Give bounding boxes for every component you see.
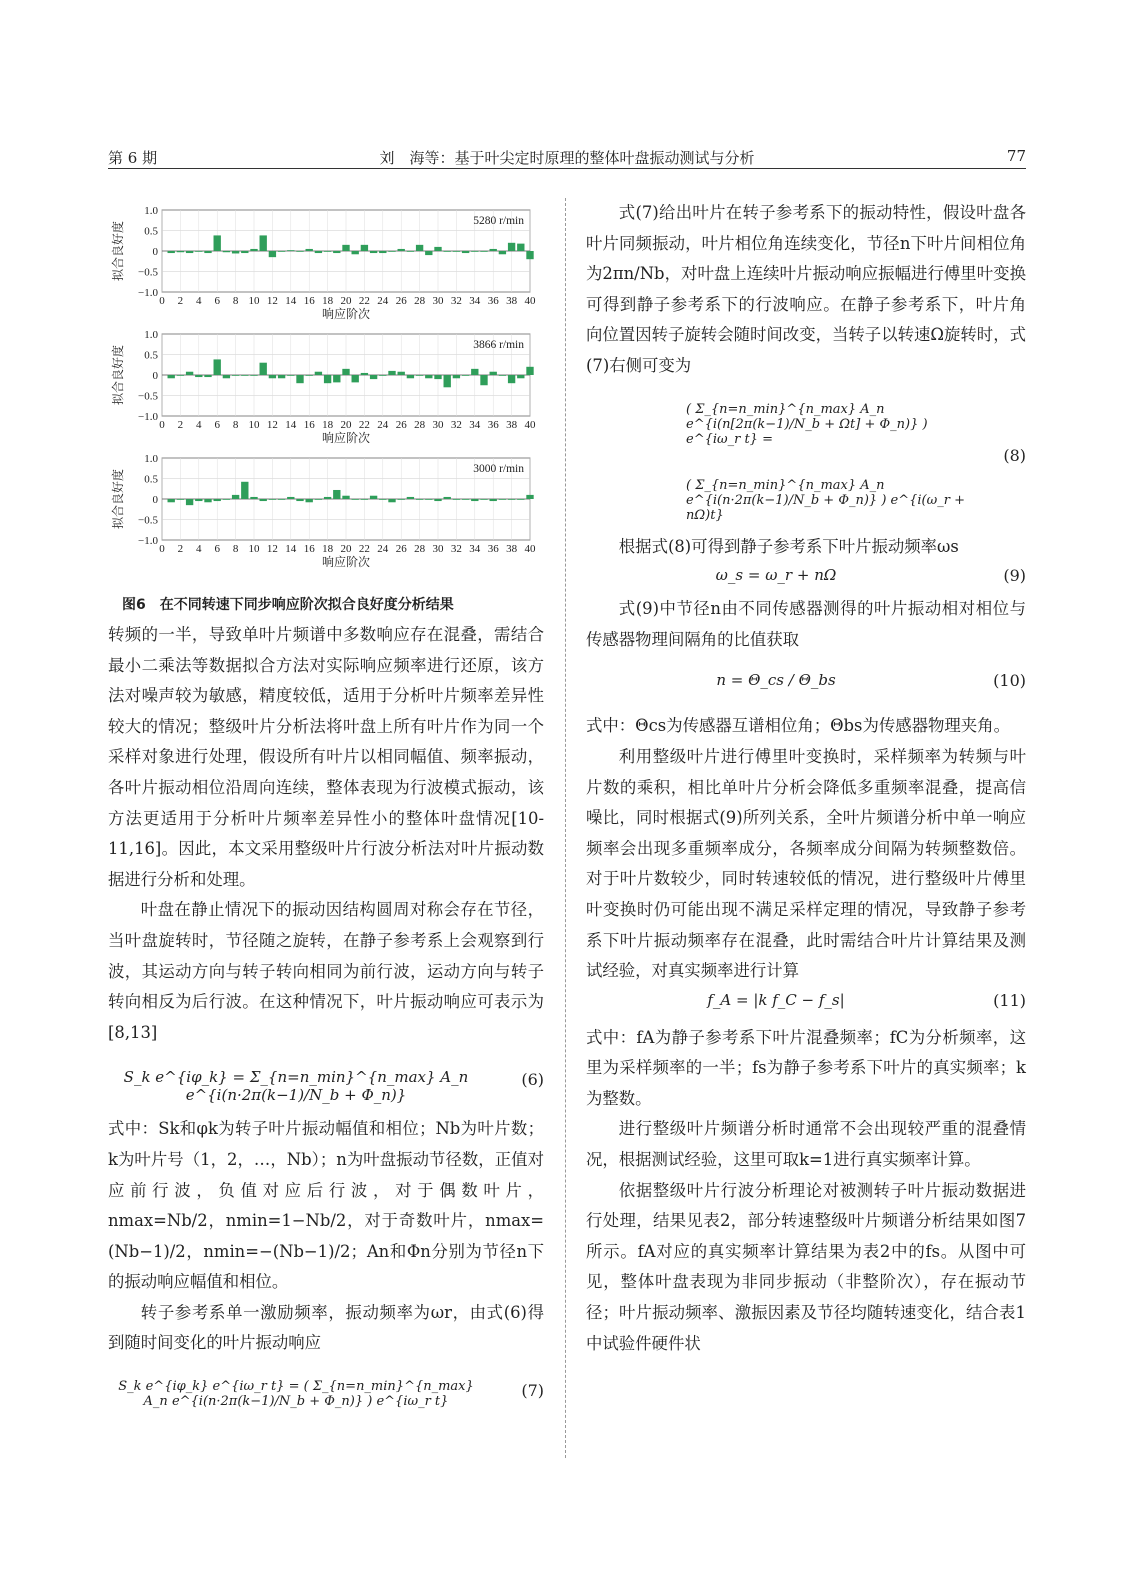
- chart-bar: [195, 375, 202, 377]
- chart-bar: [296, 251, 303, 252]
- x-tick-label: 30: [432, 543, 444, 555]
- paragraph: 式中：Θcs为传感器互谱相位角；Θbs为传感器物理夹角。: [586, 716, 1010, 736]
- chart-bar: [177, 499, 184, 500]
- x-tick-label: 24: [377, 419, 389, 431]
- x-tick-label: 14: [285, 543, 297, 555]
- x-tick-label: 38: [506, 295, 518, 307]
- paragraph: 转频的一半，导致单叶片频谱中多数响应存在混叠，需结合最小二乘法等数据拟合方法对实际响应频率进行还原，该方法对噪声较为敏感，精度较低，适用于分析叶片频率差异性较大的情况；整级叶片分析法将叶盘上所有叶片作为同一个采样对象进行处理，假设所有叶片以相同幅值、频率振动，各叶片振动相位沿周向连续，整体表现为行波模式振动，该方法更适用于分析叶片频率差异性小的整体叶盘情况[10-11,16]。因此，本文采用整级叶片行波分析法对叶片振动数据进行分析和处理。: [108, 625, 544, 889]
- x-tick-label: 10: [248, 419, 260, 431]
- x-tick-label: 34: [469, 295, 481, 307]
- chart-bar: [214, 235, 221, 251]
- x-tick-label: 12: [266, 295, 278, 307]
- chart-bar: [186, 372, 193, 375]
- chart-bar: [526, 251, 533, 259]
- chart-bar: [361, 245, 368, 251]
- chart-bar: [370, 496, 377, 499]
- y-axis-label: 拟合良好度: [111, 344, 125, 406]
- x-tick-label: 6: [214, 419, 220, 431]
- x-tick-label: 2: [177, 543, 184, 555]
- figure-caption: 图6 在不同转速下同步响应阶次拟合良好度分析结果: [122, 597, 454, 613]
- x-axis-label: 响应阶次: [321, 307, 371, 321]
- chart-bar: [241, 251, 248, 253]
- chart-bar: [407, 251, 414, 252]
- chart-bar: [361, 373, 368, 375]
- paragraph: 根据式(8)可得到静子参考系下叶片振动频率ωs: [618, 536, 959, 556]
- chart-bar: [508, 499, 515, 500]
- chart-bar: [379, 375, 386, 376]
- page-number: 77: [1006, 147, 1026, 165]
- equation-body: ( Σ_{n=n_min}^{n_max} A_n e^{i(n[2π(k−1)/N_b + Ωt] + Φ_n)} ) e^{iω_r t} =: [686, 401, 928, 447]
- chart-bar: [407, 497, 414, 499]
- equation-11: [586, 987, 1026, 1023]
- x-tick-label: 26: [395, 543, 407, 555]
- chart-bar: [388, 499, 395, 502]
- y-tick-label: −1.0: [138, 287, 158, 299]
- chart-bar: [434, 499, 441, 501]
- chart-bar: [315, 251, 322, 253]
- chart-bar: [517, 244, 524, 251]
- chart-bar: [269, 375, 276, 378]
- chart-bar: [508, 243, 515, 251]
- chart-bar: [490, 249, 497, 251]
- x-tick-label: 4: [196, 419, 202, 431]
- chart-bar: [388, 371, 395, 375]
- chart-bar: [444, 375, 451, 387]
- chart-bar: [241, 482, 248, 499]
- chart-bar: [260, 499, 267, 501]
- y-tick-label: 1.0: [144, 329, 158, 341]
- chart-bar: [306, 375, 313, 376]
- chart-bar: [462, 375, 469, 376]
- x-tick-label: 10: [248, 543, 260, 555]
- x-tick-label: 26: [395, 419, 407, 431]
- y-tick-label: −0.5: [138, 390, 158, 403]
- y-axis-label: 拟合良好度: [111, 468, 125, 530]
- chart-bar: [471, 251, 478, 252]
- chart-bar: [186, 499, 193, 505]
- equation-6: [108, 1048, 544, 1114]
- x-tick-label: 38: [506, 543, 518, 555]
- x-axis-label: 响应阶次: [321, 431, 371, 445]
- right-column: [586, 198, 1026, 1359]
- x-tick-label: 8: [232, 295, 239, 307]
- x-tick-label: 36: [487, 295, 499, 307]
- chart-bar: [526, 367, 533, 375]
- chart-bar: [425, 375, 432, 378]
- x-tick-label: 32: [450, 543, 462, 555]
- chart-bar: [342, 369, 349, 375]
- chart-bar: [324, 375, 331, 383]
- chart-bar: [480, 251, 487, 252]
- chart-bar: [444, 251, 451, 252]
- chart-bar: [223, 251, 230, 252]
- chart-title: 3000 r/min: [473, 463, 524, 475]
- y-tick-label: 0.5: [144, 473, 158, 486]
- y-tick-label: −1.0: [138, 411, 158, 423]
- x-tick-label: 16: [303, 419, 315, 431]
- paragraph: 依据整级叶片行波分析理论对被测转子叶片振动数据进行处理，结果见表2，部分转速整级叶片频谱分析结果如图7所示。fA对应的真实频率计算结果为表2中的fs。从图中可见，整体叶盘表现为非同步振动（非整阶次），存在振动节径；叶片振动频率、激振因素及节径均随转速变化，结合表1中试验件硬件状: [586, 1180, 1026, 1353]
- equation-number: (10): [993, 671, 1026, 691]
- chart-bar: [517, 499, 524, 500]
- chart-bar: [269, 499, 276, 500]
- chart-bar: [434, 247, 441, 251]
- chart-bar: [434, 375, 441, 379]
- chart-bar: [490, 372, 497, 375]
- chart-bar: [425, 499, 432, 500]
- chart-bar: [250, 497, 257, 499]
- equation-body: f_A = |k f_C − f_s|: [707, 990, 845, 1009]
- y-tick-label: 0: [152, 370, 158, 382]
- x-tick-label: 32: [450, 295, 462, 307]
- header-rule: [108, 168, 1026, 169]
- x-tick-label: 0: [159, 543, 165, 555]
- chart-bar: [278, 499, 285, 500]
- chart-bar: [232, 495, 239, 499]
- equation-body: n = Θ_cs / Θ_bs: [716, 671, 836, 690]
- equation-number: (8): [1003, 445, 1026, 465]
- chart-bar: [471, 369, 478, 375]
- chart-bar: [306, 499, 313, 502]
- running-header: [108, 143, 1026, 167]
- chart-bar: [379, 499, 386, 500]
- chart-bar: [333, 251, 340, 253]
- y-tick-label: 0.5: [144, 349, 158, 362]
- chart-bar: [195, 251, 202, 252]
- equation-body: ω_s = ω_r + nΩ: [715, 566, 837, 585]
- x-tick-label: 22: [358, 295, 370, 307]
- equation-9: [586, 562, 1026, 594]
- chart-bar: [278, 375, 285, 378]
- x-tick-label: 8: [232, 543, 239, 555]
- chart-bar: [287, 497, 294, 499]
- chart-bar: [526, 495, 533, 499]
- chart-bar: [490, 499, 497, 501]
- chart-bar: [352, 251, 359, 254]
- x-tick-label: 2: [177, 295, 184, 307]
- equation-body: S_k e^{iφ_k} e^{iω_r t} = ( Σ_{n=n_min}^{n_max} A_n e^{i(n·2π(k−1)/N_b + Φ_n)} ) e^{iω_r t}: [118, 1379, 474, 1410]
- x-tick-label: 12: [266, 543, 278, 555]
- chart-bar: [499, 375, 506, 376]
- chart-bar: [250, 375, 257, 376]
- paragraph: 进行整级叶片频谱分析时通常不会出现较严重的混叠情况，根据测试经验，这里可取k=1进行真实频率计算。: [586, 1119, 1026, 1170]
- chart-title: 3866 r/min: [473, 339, 524, 351]
- paragraph: 式中：fA为静子参考系下叶片混叠频率；fC为分析频率，这里为采样频率的一半；fs为静子参考系下叶片的真实频率；k为整数。: [586, 1027, 1026, 1108]
- equation-number: (7): [521, 1381, 544, 1401]
- chart-bar: [315, 499, 322, 500]
- chart-bar: [232, 375, 239, 376]
- x-tick-label: 14: [285, 419, 297, 431]
- equation-number: (9): [1003, 566, 1026, 586]
- chart-bar: [480, 499, 487, 500]
- x-tick-label: 8: [232, 419, 239, 431]
- x-tick-label: 18: [322, 295, 334, 307]
- y-tick-label: 0: [152, 246, 158, 258]
- chart-bar: [214, 499, 221, 501]
- x-tick-label: 24: [377, 543, 389, 555]
- x-tick-label: 32: [450, 419, 462, 431]
- x-tick-label: 10: [248, 295, 260, 307]
- chart-bar: [425, 251, 432, 255]
- x-tick-label: 6: [214, 543, 220, 555]
- y-tick-label: 1.0: [144, 453, 158, 465]
- chart-bar: [342, 245, 349, 251]
- paragraph: 叶盘在静止情况下的振动因结构圆周对称会存在节径，当叶盘旋转时，节径随之旋转，在静子参考系上会观察到行波，其运动方向与转子转向相同为前行波，运动方向与转子转向相反为后行波。在这种情况下，叶片振动响应可表示为[8,13]: [108, 900, 544, 1042]
- chart-bar: [287, 250, 294, 251]
- equation-8: [586, 382, 1026, 532]
- chart-bar: [315, 372, 322, 375]
- x-tick-label: 40: [524, 543, 536, 555]
- x-tick-label: 36: [487, 419, 499, 431]
- chart-bar: [508, 375, 515, 383]
- y-tick-label: −1.0: [138, 535, 158, 547]
- chart-bar: [269, 251, 276, 257]
- chart-bar: [204, 251, 211, 253]
- x-tick-label: 20: [340, 543, 352, 555]
- y-tick-label: 0.5: [144, 225, 158, 238]
- issue-label: 第 6 期: [108, 149, 158, 167]
- chart-bar: [453, 251, 460, 252]
- chart-bar: [306, 249, 313, 251]
- chart-bar: [342, 496, 349, 499]
- x-tick-label: 34: [469, 543, 481, 555]
- x-tick-label: 30: [432, 295, 444, 307]
- chart-bar: [177, 375, 184, 376]
- y-axis-label: 拟合良好度: [111, 220, 125, 282]
- chart-bar: [499, 499, 506, 500]
- chart-bar: [517, 375, 524, 378]
- y-tick-label: 0: [152, 494, 158, 506]
- x-tick-label: 0: [159, 419, 165, 431]
- chart-bar: [388, 251, 395, 252]
- x-tick-label: 0: [159, 295, 165, 307]
- chart-title: 5280 r/min: [473, 215, 524, 227]
- x-tick-label: 26: [395, 295, 407, 307]
- x-tick-label: 28: [414, 419, 426, 431]
- x-tick-label: 34: [469, 419, 481, 431]
- chart-bar: [260, 235, 267, 251]
- chart-bar: [223, 375, 230, 378]
- chart-bar: [352, 499, 359, 500]
- chart-bar: [379, 251, 386, 253]
- x-tick-label: 24: [377, 295, 389, 307]
- chart-bar: [250, 249, 257, 251]
- y-tick-label: −0.5: [138, 266, 158, 279]
- chart-bar: [204, 375, 211, 377]
- chart-bar: [333, 375, 340, 382]
- y-tick-label: 1.0: [144, 205, 158, 217]
- paragraph: 式中：Sk和φk为转子叶片振动幅值和相位；Nb为叶片数；k为叶片号（1，2，…，Nb）；n为叶盘振动节径数，正值对应前行波，负值对应后行波，对于偶数叶片，nmax=Nb/2，nmin=1−Nb/2，对于奇数叶片，nmax=(Nb−1)/2，nmin=−(Nb−1)/2；An和Φn分别为节径n下的振动响应幅值和相位。: [108, 1119, 544, 1292]
- chart-bar: [398, 249, 405, 251]
- chart-bar: [361, 499, 368, 500]
- x-tick-label: 4: [196, 543, 202, 555]
- x-tick-label: 22: [358, 419, 370, 431]
- x-tick-label: 38: [506, 419, 518, 431]
- x-tick-label: 30: [432, 419, 444, 431]
- chart-bar: [333, 490, 340, 499]
- paragraph: 利用整级叶片进行傅里叶变换时，采样频率为转频与叶片数的乘积，相比单叶片分析会降低多重频率混叠，提高信噪比，同时根据式(9)所列关系，全叶片频谱分析中单一响应频率会出现多重频率成分，各频率成分间隔为转频整数倍。对于叶片数较少，同时转速较低的情况，进行整级叶片傅里叶变换时仍可能出现不满足采样定理的情况，导致静子参考系下叶片振动频率存在混叠，此时需结合叶片计算结果及测试经验，对真实频率进行计算: [586, 746, 1026, 981]
- chart-bar: [260, 363, 267, 375]
- chart-bar: [177, 251, 184, 252]
- x-tick-label: 6: [214, 295, 220, 307]
- x-tick-label: 12: [266, 419, 278, 431]
- paragraph: 式(9)中节径n由不同传感器测得的叶片振动相对相位与传感器物理间隔角的比值获取: [586, 599, 1026, 649]
- running-title: 刘 海等：基于叶尖定时原理的整体叶盘振动测试与分析: [379, 149, 755, 167]
- chart-bar: [186, 251, 193, 253]
- chart-bar: [287, 375, 294, 376]
- x-tick-label: 20: [340, 419, 352, 431]
- chart-bar: [168, 499, 175, 502]
- x-tick-label: 16: [303, 543, 315, 555]
- x-tick-label: 18: [322, 419, 334, 431]
- chart-bar: [398, 499, 405, 500]
- chart-bar: [278, 251, 285, 252]
- equation-7: [108, 1359, 544, 1425]
- chart-bar: [370, 375, 377, 379]
- chart-bar: [416, 245, 423, 251]
- chart-bar: [241, 375, 248, 376]
- chart-bar: [499, 251, 506, 254]
- chart-bar: [296, 375, 303, 383]
- x-tick-label: 4: [196, 295, 202, 307]
- chart-bar: [204, 499, 211, 502]
- column-divider: [565, 198, 566, 1458]
- chart-bar: [462, 499, 469, 500]
- x-tick-label: 22: [358, 543, 370, 555]
- chart-bar: [168, 375, 175, 378]
- chart-bar: [398, 372, 405, 375]
- chart-bar: [444, 497, 451, 499]
- chart-bar: [416, 499, 423, 500]
- paragraph: 式(7)给出叶片在转子参考系下的振动特性，假设叶盘各叶片同频振动，叶片相位角连续变化，节径n下叶片间相位角为2πn/Nb，对叶盘上连续叶片振动响应振幅进行傅里叶变换可得到静子参考系下的行波响应。在静子参考系下，叶片角向位置因转子旋转会随时间改变，当转子以转速Ω旋转时，式(7)右侧可变为: [586, 203, 1026, 375]
- x-tick-label: 18: [322, 543, 334, 555]
- chart-bar: [324, 497, 331, 499]
- chart-bar: [232, 251, 239, 253]
- left-column: [108, 198, 544, 1425]
- x-tick-label: 16: [303, 295, 315, 307]
- chart-bar: [370, 251, 377, 253]
- chart-bar: [223, 499, 230, 500]
- chart-bar: [352, 375, 359, 382]
- x-tick-label: 28: [414, 295, 426, 307]
- chart-bar: [453, 375, 460, 378]
- x-tick-label: 36: [487, 543, 499, 555]
- equation-body: ( Σ_{n=n_min}^{n_max} A_n e^{i(n·2π(k−1)/N_b + Φ_n)} ) e^{i(ω_r + nΩ)t}: [686, 477, 965, 523]
- figure-6: [108, 198, 544, 584]
- chart-bar: [416, 375, 423, 376]
- chart-bar: [195, 499, 202, 501]
- chart-bar: [168, 251, 175, 253]
- chart-bar: [453, 499, 460, 500]
- chart-bar: [296, 499, 303, 501]
- x-tick-label: 40: [524, 419, 536, 431]
- y-tick-label: −0.5: [138, 514, 158, 527]
- x-tick-label: 2: [177, 419, 184, 431]
- chart-bar: [471, 499, 478, 501]
- equation-number: (11): [993, 990, 1026, 1010]
- x-tick-label: 14: [285, 295, 297, 307]
- x-tick-label: 28: [414, 543, 426, 555]
- equation-number: (6): [521, 1070, 544, 1090]
- chart-bar: [480, 375, 487, 385]
- chart-bar: [462, 251, 469, 253]
- x-tick-label: 20: [340, 295, 352, 307]
- chart-bar: [214, 359, 221, 375]
- chart-bar: [407, 375, 414, 378]
- paragraph: 转子参考系单一激励频率，振动频率为ωr，由式(6)得到随时间变化的叶片振动响应: [108, 1302, 544, 1353]
- equation-body: S_k e^{iφ_k} = Σ_{n=n_min}^{n_max} A_n e^{i(n·2π(k−1)/N_b + Φ_n)}: [123, 1068, 469, 1105]
- x-tick-label: 40: [524, 295, 536, 307]
- x-axis-label: 响应阶次: [321, 555, 371, 569]
- chart-bar: [324, 251, 331, 252]
- equation-10: [586, 655, 1026, 711]
